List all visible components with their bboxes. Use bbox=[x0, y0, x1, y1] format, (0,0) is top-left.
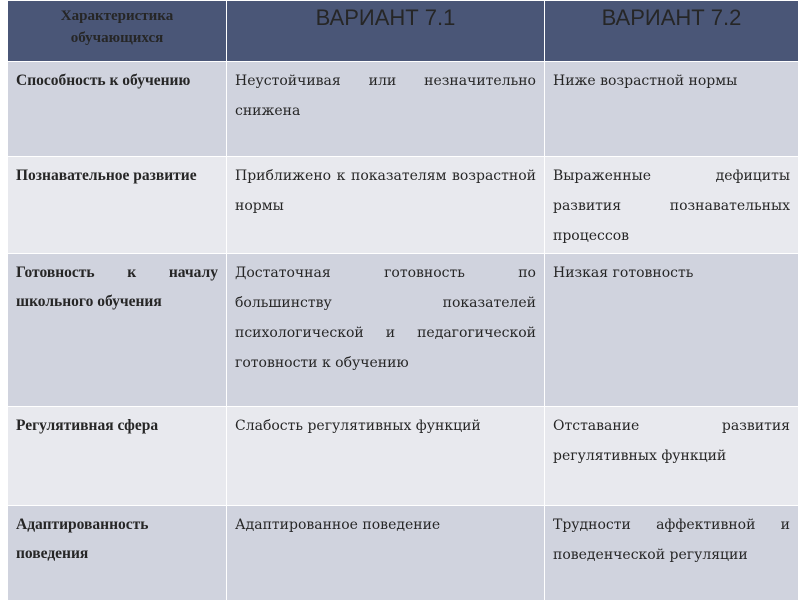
row-variant-7-2: Низкая готовность bbox=[545, 254, 799, 407]
header-row bbox=[8, 1, 799, 62]
table-header bbox=[8, 1, 799, 62]
row-characteristic: Регулятивная сфера bbox=[8, 407, 227, 506]
header-characteristic: Характеристика обучающихся bbox=[8, 1, 227, 62]
table-body bbox=[8, 62, 799, 601]
row-variant-7-2: Трудности аффективной и поведенческой регуляции bbox=[545, 506, 799, 601]
comparison-table bbox=[7, 0, 799, 601]
table-row bbox=[8, 407, 799, 506]
table-row bbox=[8, 506, 799, 601]
table-row bbox=[8, 62, 799, 157]
table-row bbox=[8, 254, 799, 407]
row-characteristic: Готовность к началу школьного обучения bbox=[8, 254, 227, 407]
table-row bbox=[8, 157, 799, 254]
row-characteristic: Способность к обучению bbox=[8, 62, 227, 157]
row-variant-7-1: Достаточная готовность по большинству показателей психологической и педагогической готовности к обучению bbox=[227, 254, 545, 407]
row-characteristic: Познавательное развитие bbox=[8, 157, 227, 254]
row-variant-7-1: Неустойчивая или незначительно снижена bbox=[227, 62, 545, 157]
row-variant-7-2: Ниже возрастной нормы bbox=[545, 62, 799, 157]
row-variant-7-2: Отставание развития регулятивных функций bbox=[545, 407, 799, 506]
row-characteristic: Адаптированность поведения bbox=[8, 506, 227, 601]
row-variant-7-2: Выраженные дефициты развития познавательных процессов bbox=[545, 157, 799, 254]
row-variant-7-1: Слабость регулятивных функций bbox=[227, 407, 545, 506]
header-variant-7-1: ВАРИАНТ 7.1 bbox=[227, 1, 545, 62]
row-variant-7-1: Адаптированное поведение bbox=[227, 506, 545, 601]
header-variant-7-2: ВАРИАНТ 7.2 bbox=[545, 1, 799, 62]
row-variant-7-1: Приближено к показателям возрастной нормы bbox=[227, 157, 545, 254]
